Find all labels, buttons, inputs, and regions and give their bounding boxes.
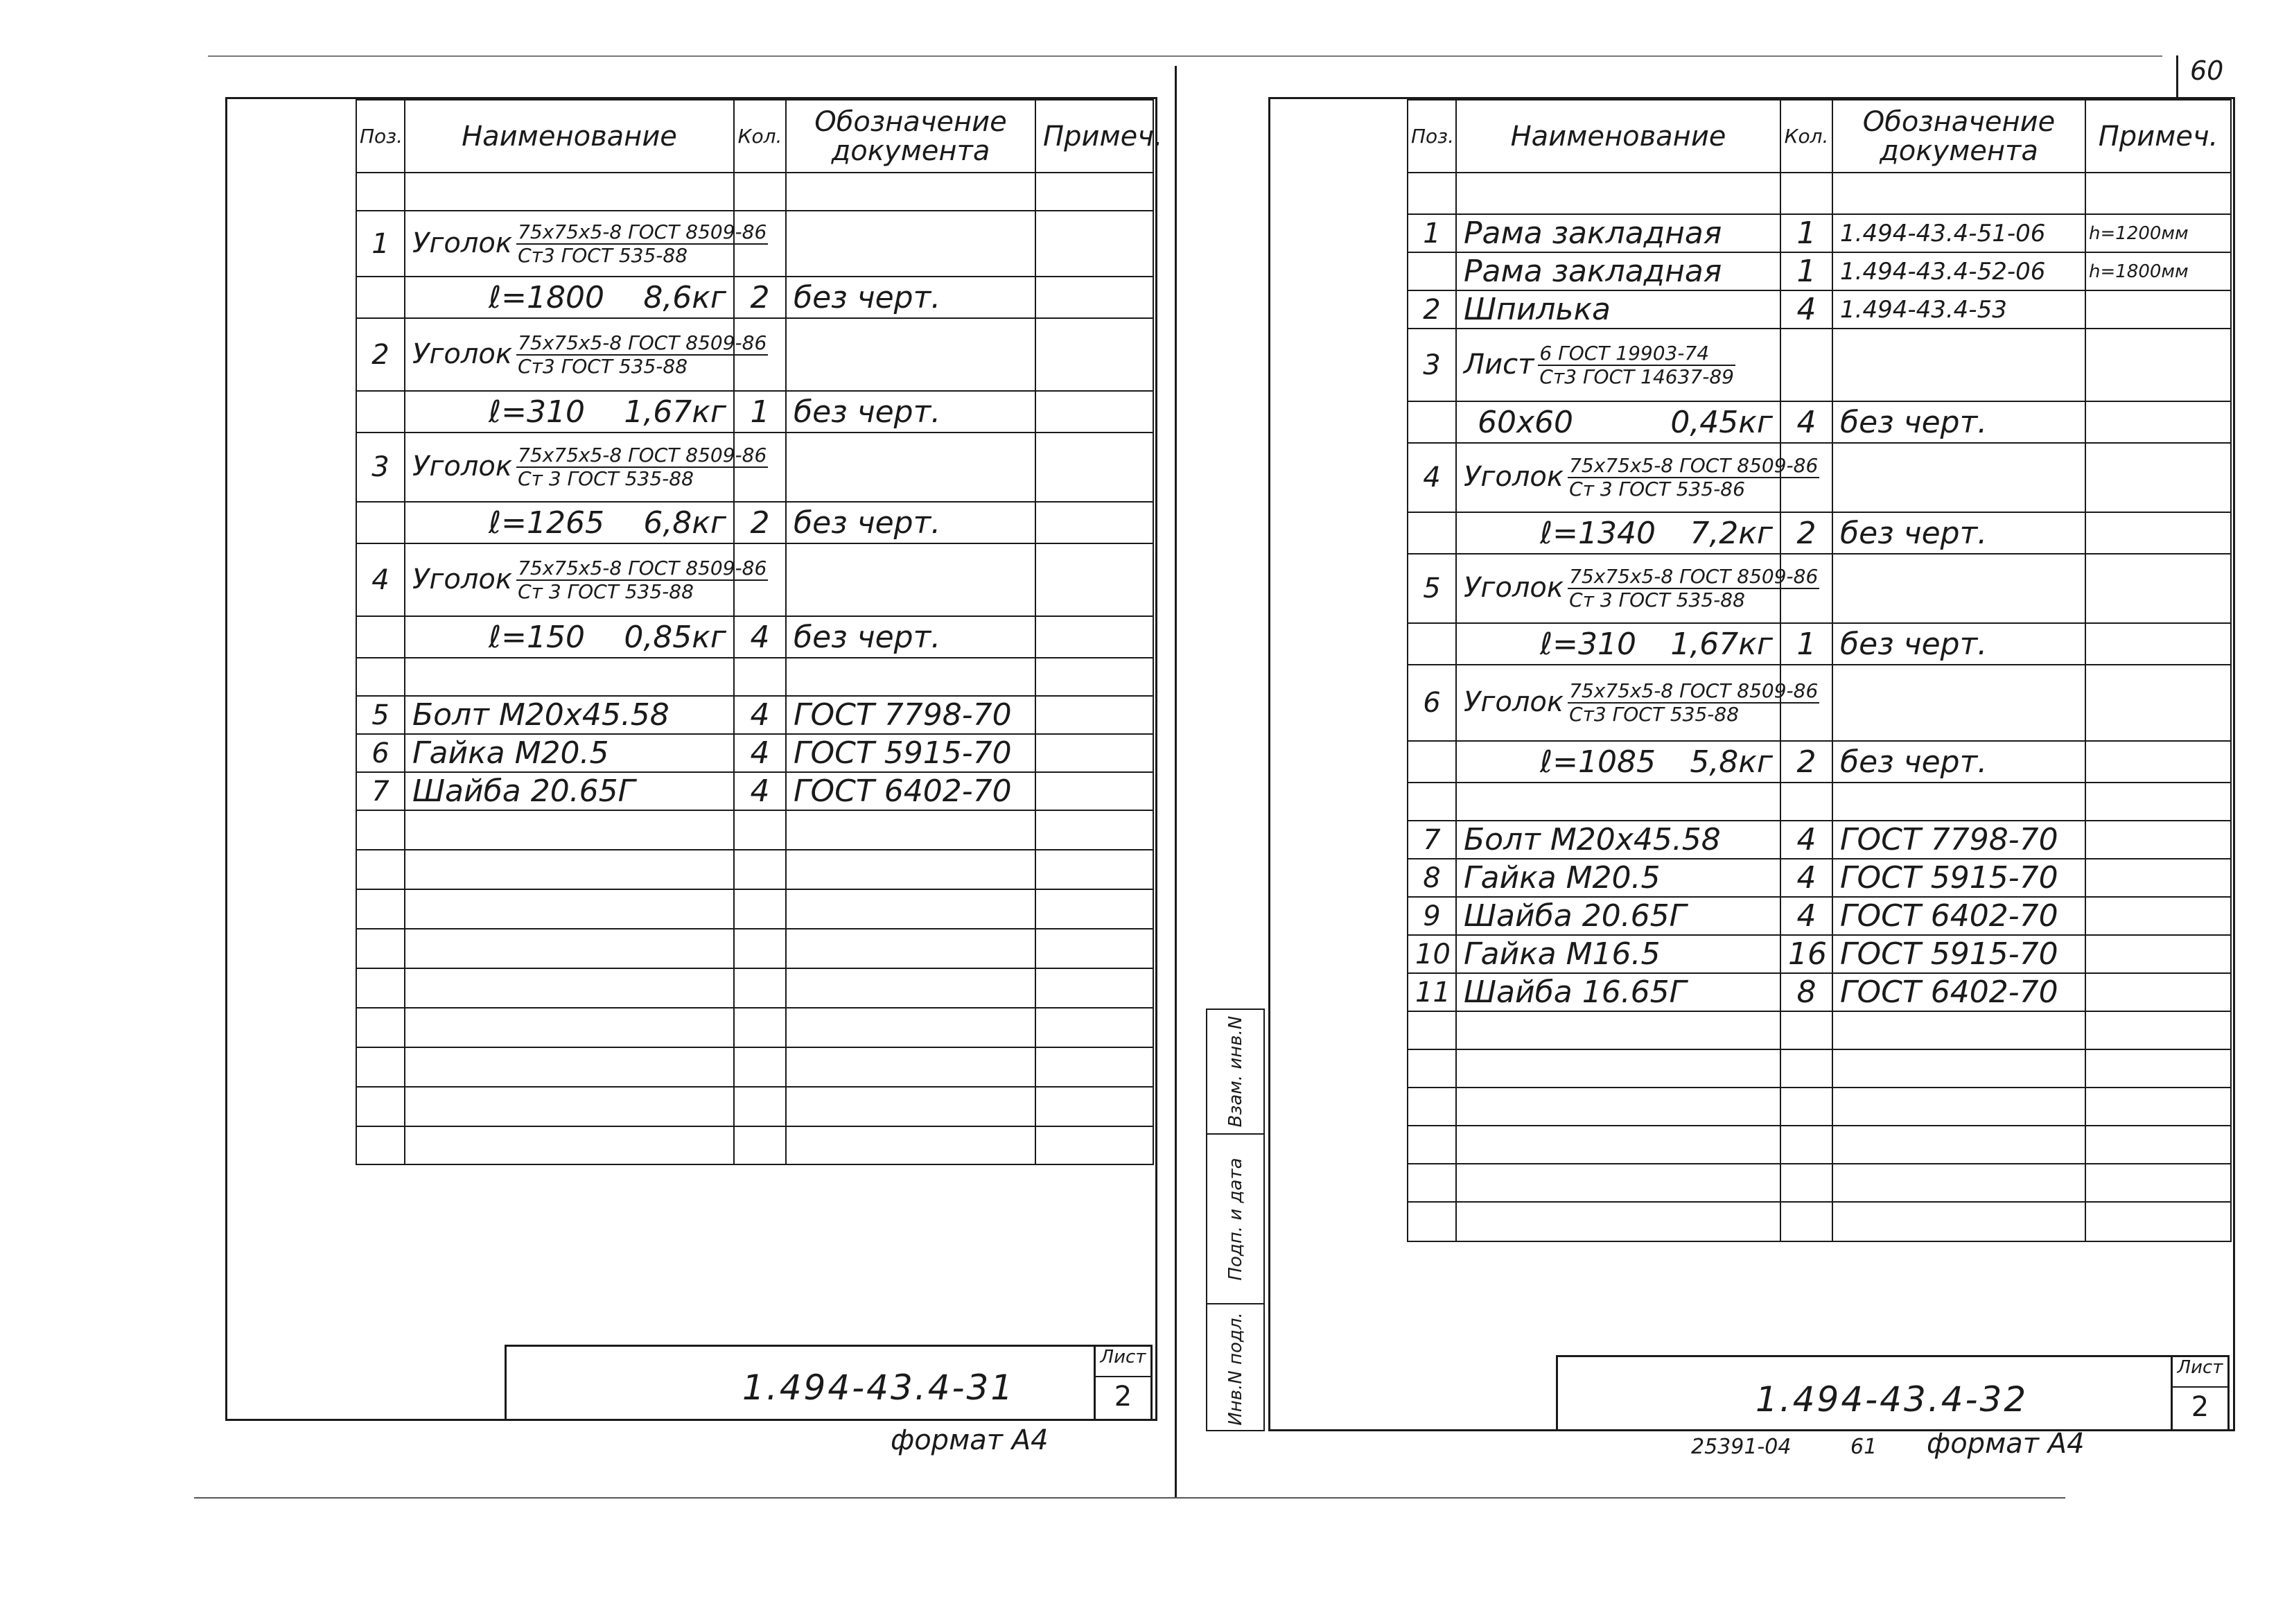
- table-row: 4 Уголок $\frac{\text{75х75х5-8 ГОСТ 8509-86}}{\text{Ст 3 ГОСТ 535-86}}$: [1408, 443, 2231, 512]
- table-row: ℓ=310 1,67кг 1 без черт.: [1408, 623, 2231, 665]
- table-row: ℓ=150 0,85кг 4 без черт.: [356, 616, 1153, 658]
- bottom-scan-line: [194, 1497, 2065, 1499]
- format-label: формат А4: [891, 1424, 1049, 1456]
- table-row: ℓ=1340 7,2кг 2 без черт.: [1408, 512, 2231, 554]
- item-name: Уголок $\frac{\text{75х75х5-8 ГОСТ 8509-86}}{\text{Ст3 ГОСТ 535-88}}$: [405, 318, 734, 391]
- table-row: [356, 173, 1153, 211]
- table-row: 3 Лист $\frac{\text{6 ГОСТ 19903-74}}{\text{Ст3 ГОСТ 14637-89}}$: [1408, 329, 2231, 401]
- table-row: 1 Уголок $\frac{\text{75х75х5-8 ГОСТ 8509-86}}{\text{Ст3 ГОСТ 535-88}}$: [356, 211, 1153, 277]
- col-note-header: Примеч.: [1035, 100, 1153, 173]
- table-row: ℓ=1265 6,8кг 2 без черт.: [356, 502, 1153, 543]
- table-row: [356, 968, 1153, 1008]
- col-pos-header: Поз.: [1408, 100, 1456, 173]
- left-title-block: [505, 1345, 1153, 1421]
- col-qty-header: Кол.: [734, 100, 786, 173]
- sheet-box: Лист 2: [1094, 1347, 1150, 1419]
- center-divider: [1175, 66, 1177, 1497]
- table-row: [1408, 1088, 2231, 1126]
- col-pos-header: Поз.: [356, 100, 405, 173]
- table-row: 2 Уголок $\frac{\text{75х75х5-8 ГОСТ 8509-86}}{\text{Ст3 ГОСТ 535-88}}$: [356, 318, 1153, 391]
- approval-strip: Взам. инв.N Подп. и дата Инв.N подл.: [1206, 1009, 1265, 1431]
- table-row: 11 Шайба 16.65Г 8 ГОСТ 6402-70: [1408, 973, 2231, 1011]
- col-doc-header: Обозначение документа: [1832, 100, 2085, 173]
- table-row: [1408, 1164, 2231, 1202]
- item-name: Лист $\frac{\text{6 ГОСТ 19903-74}}{\text{Ст3 ГОСТ 14637-89}}$: [1456, 329, 1780, 401]
- format-label: формат А4: [1927, 1428, 2085, 1460]
- document-code: 1.494-43.4-31: [742, 1368, 1015, 1408]
- table-row: 1 Рама закладная 1 1.494-43.4-51-06 h=1200мм: [1408, 214, 2231, 252]
- table-row: 6 Гайка М20.5 4 ГОСТ 5915-70: [356, 734, 1153, 772]
- table-row: 8 Гайка М20.5 4 ГОСТ 5915-70: [1408, 859, 2231, 897]
- table-row: [356, 929, 1153, 968]
- table-row: ℓ=1085 5,8кг 2 без черт.: [1408, 741, 2231, 783]
- table-row: 2 Шпилька 4 1.494-43.4-53: [1408, 290, 2231, 329]
- table-row: [356, 658, 1153, 696]
- top-scan-line: [208, 55, 2162, 57]
- page-number: 60: [2190, 55, 2224, 86]
- table-row: 7 Шайба 20.65Г 4 ГОСТ 6402-70: [356, 772, 1153, 810]
- table-row: [1408, 1049, 2231, 1088]
- archive-page: 61: [1850, 1435, 1877, 1459]
- table-row: [1408, 1126, 2231, 1164]
- table-row: 9 Шайба 20.65Г 4 ГОСТ 6402-70: [1408, 897, 2231, 935]
- item-name: Уголок $\frac{\text{75х75х5-8 ГОСТ 8509-86}}{\text{Ст 3 ГОСТ 535-88}}$: [405, 433, 734, 502]
- col-qty-header: Кол.: [1780, 100, 1832, 173]
- item-name: Уголок $\frac{\text{75х75х5-8 ГОСТ 8509-86}}{\text{Ст3 ГОСТ 535-88}}$: [405, 211, 734, 277]
- table-row: ℓ=310 1,67кг 1 без черт.: [356, 391, 1153, 433]
- item-name: Уголок $\frac{\text{75х75х5-8 ГОСТ 8509-86}}{\text{Ст 3 ГОСТ 535-88}}$: [405, 543, 734, 616]
- col-name-header: Наименование: [1456, 100, 1780, 173]
- table-row: ℓ=1800 8,6кг 2 без черт.: [356, 277, 1153, 318]
- item-name: Уголок $\frac{\text{75х75х5-8 ГОСТ 8509-86}}{\text{Ст3 ГОСТ 535-88}}$: [1456, 665, 1780, 741]
- table-header-row: [356, 100, 1153, 173]
- table-row: [1408, 173, 2231, 214]
- table-row: 7 Болт М20х45.58 4 ГОСТ 7798-70: [1408, 821, 2231, 859]
- table-row: Рама закладная 1 1.494-43.4-52-06 h=1800мм: [1408, 252, 2231, 290]
- item-name: Уголок $\frac{\text{75х75х5-8 ГОСТ 8509-86}}{\text{Ст 3 ГОСТ 535-86}}$: [1456, 443, 1780, 512]
- table-row: [1408, 1011, 2231, 1049]
- document-code: 1.494-43.4-32: [1755, 1379, 2029, 1420]
- table-row: 5 Болт М20х45.58 4 ГОСТ 7798-70: [356, 696, 1153, 734]
- table-row: 5 Уголок $\frac{\text{75х75х5-8 ГОСТ 8509-86}}{\text{Ст 3 ГОСТ 535-88}}$: [1408, 554, 2231, 623]
- table-row: [1408, 1202, 2231, 1241]
- table-row: [356, 810, 1153, 850]
- table-row: 4 Уголок $\frac{\text{75х75х5-8 ГОСТ 8509-86}}{\text{Ст 3 ГОСТ 535-88}}$: [356, 543, 1153, 616]
- left-spec-table: [356, 99, 1163, 1165]
- table-row: [356, 1008, 1153, 1047]
- table-header-row: [1408, 100, 2231, 173]
- table-row: [356, 889, 1153, 929]
- table-row: [356, 1087, 1153, 1126]
- col-doc-header: Обозначение документа: [786, 100, 1035, 173]
- right-title-block: [1556, 1355, 2230, 1431]
- item-name: Уголок $\frac{\text{75х75х5-8 ГОСТ 8509-86}}{\text{Ст 3 ГОСТ 535-88}}$: [1456, 554, 1780, 623]
- right-spec-table: [1407, 99, 2232, 1242]
- table-row: 3 Уголок $\frac{\text{75х75х5-8 ГОСТ 8509-86}}{\text{Ст 3 ГОСТ 535-88}}$: [356, 433, 1153, 502]
- table-row: [356, 850, 1153, 889]
- sheet-box: Лист 2: [2171, 1357, 2227, 1429]
- table-row: [356, 1126, 1153, 1164]
- table-row: [356, 1047, 1153, 1087]
- archive-number: 25391-04: [1691, 1435, 1792, 1459]
- col-name-header: Наименование: [405, 100, 734, 173]
- col-note-header: Примеч.: [2085, 100, 2231, 173]
- table-row: 6 Уголок $\frac{\text{75х75х5-8 ГОСТ 8509-86}}{\text{Ст3 ГОСТ 535-88}}$: [1408, 665, 2231, 741]
- table-row: 60х60 0,45кг 4 без черт.: [1408, 401, 2231, 443]
- page-number-tick: [2176, 55, 2178, 97]
- table-row: [1408, 783, 2231, 821]
- table-row: 10 Гайка М16.5 16 ГОСТ 5915-70: [1408, 935, 2231, 973]
